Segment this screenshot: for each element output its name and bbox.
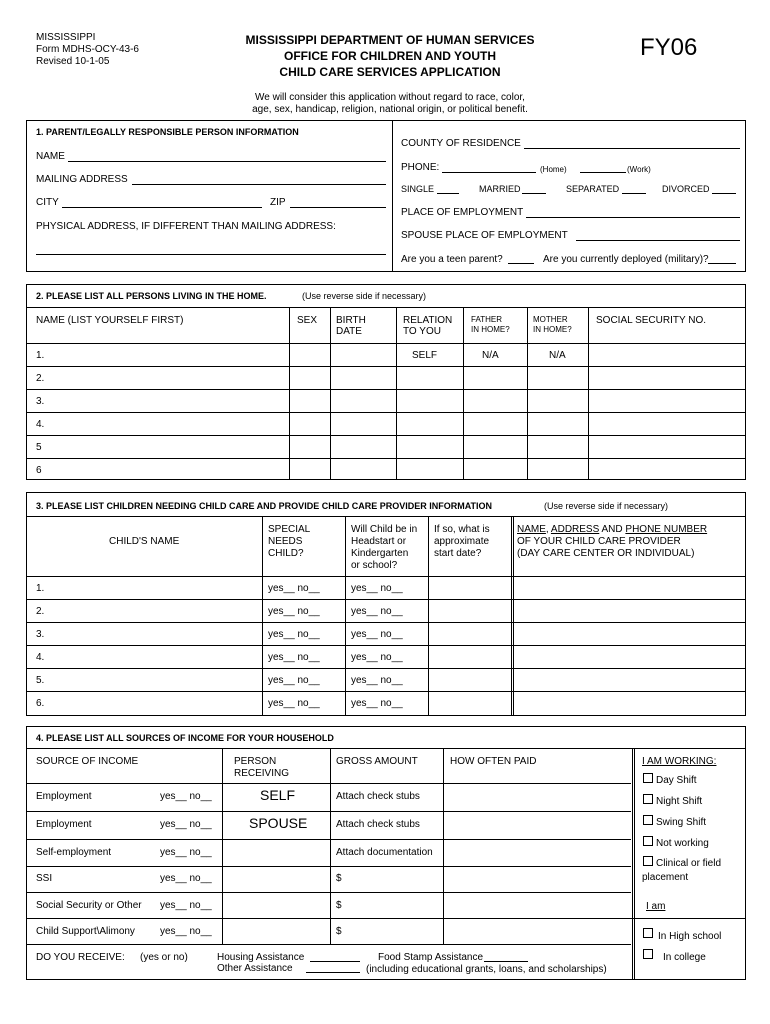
divorced-label: DIVORCED bbox=[662, 184, 710, 194]
spouse-employment-field[interactable] bbox=[576, 240, 740, 241]
col-provider-2: OF YOUR CHILD CARE PROVIDER bbox=[517, 536, 681, 547]
provider-name-heading: NAME bbox=[517, 524, 546, 535]
notice-line-2: age, sex, handicap, religion, national origin, or political benefit. bbox=[252, 104, 528, 115]
place-of-employment-field[interactable] bbox=[526, 217, 740, 218]
col-relation-2: TO YOU bbox=[403, 326, 441, 337]
col-mother-2: IN HOME? bbox=[533, 325, 572, 334]
table-row: 2. bbox=[36, 373, 45, 384]
zip-field[interactable] bbox=[290, 207, 386, 208]
table-row: 1. bbox=[36, 350, 45, 361]
special-needs-yesno[interactable]: yes__ no__ bbox=[268, 652, 320, 663]
col-mother: MOTHER bbox=[533, 315, 568, 324]
gross-amount: Attach check stubs bbox=[336, 791, 420, 802]
teen-parent-field[interactable] bbox=[508, 263, 534, 264]
home-label: (Home) bbox=[540, 165, 567, 174]
separated-label: SEPARATED bbox=[566, 184, 620, 194]
married-field[interactable] bbox=[522, 193, 546, 194]
not-working-label: Not working bbox=[656, 838, 709, 849]
col-start-3: start date? bbox=[434, 548, 482, 559]
table-row: 3. bbox=[36, 396, 45, 407]
section-2-note: (Use reverse side if necessary) bbox=[302, 291, 427, 301]
form-title bbox=[200, 32, 580, 80]
form-identifier bbox=[36, 32, 139, 68]
table-row: 4. bbox=[36, 652, 45, 663]
place-of-employment-label: PLACE OF EMPLOYMENT bbox=[401, 207, 524, 218]
section-2-table bbox=[26, 284, 746, 480]
col-person-2: RECEIVING bbox=[234, 768, 290, 779]
headstart-yesno[interactable]: yes__ no__ bbox=[351, 652, 403, 663]
office-name: OFFICE FOR CHILDREN AND YOUTH bbox=[284, 49, 496, 63]
income-source: Child Support\Alimony bbox=[36, 926, 135, 937]
deployed-field[interactable] bbox=[708, 263, 736, 264]
col-father: FATHER bbox=[471, 315, 502, 324]
not-working-checkbox[interactable] bbox=[643, 836, 653, 846]
col-headstart-4: or school? bbox=[351, 560, 398, 571]
income-source: SSI bbox=[36, 873, 53, 884]
income-yesno[interactable]: yes__ no__ bbox=[160, 847, 212, 858]
provider-sep-1: , bbox=[545, 524, 551, 535]
gross-amount: Attach documentation bbox=[336, 847, 433, 858]
county-field[interactable] bbox=[524, 148, 740, 149]
fiscal-year: FY06 bbox=[640, 34, 698, 61]
person-receiving: SELF bbox=[260, 787, 296, 803]
yes-or-no-label: (yes or no) bbox=[140, 952, 188, 963]
spouse-employment-label: SPOUSE PLACE OF EMPLOYMENT bbox=[401, 230, 568, 241]
department-name: MISSISSIPPI DEPARTMENT OF HUMAN SERVICES bbox=[245, 33, 535, 47]
married-label: MARRIED bbox=[479, 184, 521, 194]
high-school-checkbox[interactable] bbox=[643, 928, 653, 938]
work-phone-field[interactable] bbox=[580, 172, 626, 173]
special-needs-yesno[interactable]: yes__ no__ bbox=[268, 675, 320, 686]
work-label: (Work) bbox=[627, 165, 651, 174]
table-row: 5 bbox=[36, 442, 42, 453]
zip-label: ZIP bbox=[270, 197, 286, 208]
table-row: 4. bbox=[36, 419, 45, 430]
special-needs-yesno[interactable]: yes__ no__ bbox=[268, 583, 320, 594]
col-provider-1 bbox=[517, 524, 707, 535]
state-label: MISSISSIPPI bbox=[36, 32, 96, 43]
physical-address-label: PHYSICAL ADDRESS, IF DIFFERENT THAN MAILING ADDRESS: bbox=[36, 221, 336, 232]
income-source: Social Security or Other bbox=[36, 900, 142, 911]
col-ssn: SOCIAL SECURITY NO. bbox=[596, 315, 707, 326]
do-you-receive-label: DO YOU RECEIVE: bbox=[36, 952, 125, 963]
person-receiving: SPOUSE bbox=[249, 815, 308, 831]
other-assistance-label: Other Assistance bbox=[217, 963, 293, 974]
table-row: 2. bbox=[36, 606, 45, 617]
form-number: Form MDHS-OCY-43-6 bbox=[36, 44, 139, 55]
col-sex: SEX bbox=[297, 315, 318, 326]
housing-assistance-label: Housing Assistance bbox=[217, 952, 305, 963]
college-checkbox[interactable] bbox=[643, 949, 653, 959]
county-label: COUNTY OF RESIDENCE bbox=[401, 138, 521, 149]
father-na: N/A bbox=[482, 350, 499, 361]
night-shift-label: Night Shift bbox=[656, 796, 703, 807]
col-person-1: PERSON bbox=[234, 756, 277, 767]
college-label: In college bbox=[663, 952, 706, 963]
including-note: (including educational grants, loans, and scholarships) bbox=[366, 964, 607, 975]
table-row: 6 bbox=[36, 465, 42, 476]
special-needs-yesno[interactable]: yes__ no__ bbox=[268, 698, 320, 709]
col-gross: GROSS AMOUNT bbox=[336, 756, 418, 767]
other-assistance-field[interactable] bbox=[306, 972, 360, 973]
table-row: 6. bbox=[36, 698, 45, 709]
food-stamp-field[interactable] bbox=[484, 961, 528, 962]
swing-shift-checkbox[interactable] bbox=[643, 815, 653, 825]
table-row: 1. bbox=[36, 583, 45, 594]
section-1-box bbox=[26, 120, 746, 272]
clinical-label: Clinical or field bbox=[656, 858, 722, 869]
col-father-2: IN HOME? bbox=[471, 325, 510, 334]
housing-assistance-field[interactable] bbox=[310, 961, 360, 962]
col-headstart-1: Will Child be in bbox=[351, 524, 418, 535]
city-field[interactable] bbox=[62, 207, 262, 208]
headstart-yesno[interactable]: yes__ no__ bbox=[351, 583, 403, 594]
col-relation: RELATION bbox=[403, 315, 453, 326]
col-source: SOURCE OF INCOME bbox=[36, 756, 139, 767]
table-row: 5. bbox=[36, 675, 45, 686]
gross-amount: $ bbox=[336, 926, 342, 937]
headstart-yesno[interactable]: yes__ no__ bbox=[351, 675, 403, 686]
city-label: CITY bbox=[36, 197, 59, 208]
col-name: NAME (LIST YOURSELF FIRST) bbox=[36, 315, 184, 326]
mailing-address-field[interactable] bbox=[132, 184, 386, 185]
section-2-title: 2. PLEASE LIST ALL PERSONS LIVING IN THE HOME. bbox=[36, 291, 267, 301]
table-row: 3. bbox=[36, 629, 45, 640]
i-am-working-label: I AM WORKING: bbox=[642, 756, 717, 767]
day-shift-checkbox[interactable] bbox=[643, 773, 653, 783]
income-yesno[interactable]: yes__ no__ bbox=[160, 791, 212, 802]
swing-shift-label: Swing Shift bbox=[656, 817, 707, 828]
deployed-label: Are you currently deployed (military)? bbox=[543, 254, 709, 265]
provider-sep-2: AND bbox=[599, 524, 626, 535]
physical-address-field[interactable] bbox=[36, 254, 386, 255]
single-field[interactable] bbox=[437, 193, 459, 194]
phone-label: PHONE: bbox=[401, 162, 440, 173]
divorced-field[interactable] bbox=[712, 193, 736, 194]
separated-field[interactable] bbox=[622, 193, 646, 194]
application-name: CHILD CARE SERVICES APPLICATION bbox=[279, 65, 501, 79]
income-yesno[interactable]: yes__ no__ bbox=[160, 819, 212, 830]
teen-parent-label: Are you a teen parent? bbox=[401, 254, 503, 265]
col-headstart-3: Kindergarten bbox=[351, 548, 409, 559]
revised-date: Revised 10-1-05 bbox=[36, 56, 110, 67]
special-needs-yesno[interactable]: yes__ no__ bbox=[268, 606, 320, 617]
notice-line-1: We will consider this application without regard to race, color, bbox=[255, 92, 525, 103]
relation-self: SELF bbox=[412, 350, 438, 361]
income-source: Employment bbox=[36, 819, 92, 830]
headstart-yesno[interactable]: yes__ no__ bbox=[351, 698, 403, 709]
provider-phone-heading: PHONE NUMBER bbox=[625, 524, 708, 535]
gross-amount: $ bbox=[336, 873, 342, 884]
name-field[interactable] bbox=[68, 161, 386, 162]
col-child-name: CHILD'S NAME bbox=[109, 536, 180, 547]
non-discrimination-notice bbox=[200, 92, 580, 116]
home-phone-field[interactable] bbox=[442, 172, 536, 173]
col-start-1: If so, what is bbox=[434, 524, 490, 535]
col-special-3: CHILD? bbox=[268, 548, 304, 559]
single-label: SINGLE bbox=[401, 184, 435, 194]
col-headstart-2: Headstart or bbox=[351, 536, 407, 547]
name-label: NAME bbox=[36, 151, 65, 162]
clinical-checkbox[interactable] bbox=[643, 856, 653, 866]
headstart-yesno[interactable]: yes__ no__ bbox=[351, 629, 403, 640]
provider-address-heading: ADDRESS bbox=[550, 524, 600, 535]
section-4-title: 4. PLEASE LIST ALL SOURCES OF INCOME FOR YOUR HOUSEHOLD bbox=[36, 733, 334, 743]
headstart-yesno[interactable]: yes__ no__ bbox=[351, 606, 403, 617]
col-often: HOW OFTEN PAID bbox=[450, 756, 537, 767]
food-stamp-label: Food Stamp Assistance bbox=[378, 952, 484, 963]
col-provider-3: (DAY CARE CENTER OR INDIVIDUAL) bbox=[517, 548, 695, 559]
i-am-label: I am bbox=[646, 901, 666, 912]
col-birth: BIRTH bbox=[336, 315, 366, 326]
clinical-label-2: placement bbox=[642, 872, 689, 883]
section-1-title: 1. PARENT/LEGALLY RESPONSIBLE PERSON INFORMATION bbox=[36, 127, 299, 137]
gross-amount: Attach check stubs bbox=[336, 819, 420, 830]
col-special-2: NEEDS bbox=[268, 536, 303, 547]
income-source: Employment bbox=[36, 791, 92, 802]
col-special-1: SPECIAL bbox=[268, 524, 311, 535]
income-yesno[interactable]: yes__ no__ bbox=[160, 873, 212, 884]
day-shift-label: Day Shift bbox=[656, 775, 697, 786]
section-3-note: (Use reverse side if necessary) bbox=[544, 501, 669, 511]
night-shift-checkbox[interactable] bbox=[643, 794, 653, 804]
mailing-address-label: MAILING ADDRESS bbox=[36, 174, 128, 185]
special-needs-yesno[interactable]: yes__ no__ bbox=[268, 629, 320, 640]
income-yesno[interactable]: yes__ no__ bbox=[160, 900, 212, 911]
gross-amount: $ bbox=[336, 900, 342, 911]
section-3-title: 3. PLEASE LIST CHILDREN NEEDING CHILD CARE AND PROVIDE CHILD CARE PROVIDER INFORMATION bbox=[36, 501, 493, 511]
col-birth-2: DATE bbox=[336, 326, 362, 337]
col-start-2: approximate bbox=[434, 536, 490, 547]
income-source: Self-employment bbox=[36, 847, 112, 858]
income-yesno[interactable]: yes__ no__ bbox=[160, 926, 212, 937]
mother-na: N/A bbox=[549, 350, 566, 361]
high-school-label: In High school bbox=[658, 931, 722, 942]
